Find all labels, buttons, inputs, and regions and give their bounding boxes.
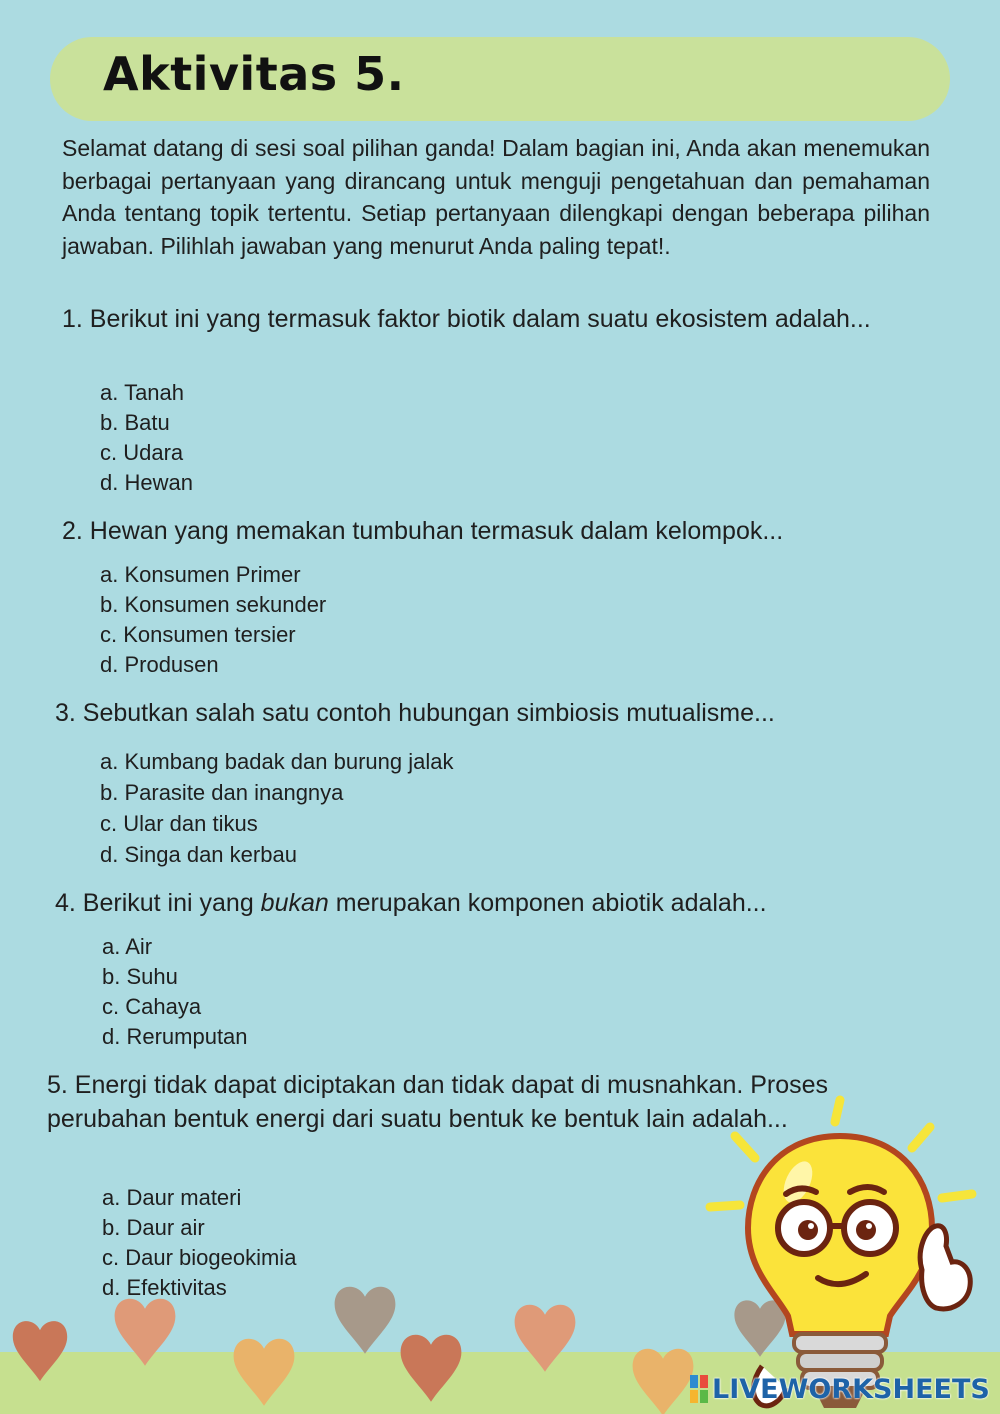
intro-paragraph: Selamat datang di sesi soal pilihan ganda! Dalam bagian ini, Anda akan menemukan berbagai pertanyaan yang dirancang untuk menguji pengetahuan dan pemahaman Anda tentang topik tertentu. Setiap pertanyaan dilengkapi dengan beberapa pilihan jawaban. Pilihlah jawaban yang menurut Anda paling tepat!. [62, 135, 930, 259]
question-3-text: 3. Sebutkan salah satu contoh hubungan simbiosis mutualisme... [55, 699, 775, 727]
lightbulb-mascot-icon [690, 1090, 1000, 1414]
question-4-option-c: c. Cahaya [102, 994, 202, 1019]
question-2-option-c: c. Konsumen tersier [100, 622, 296, 647]
liveworksheets-logo [690, 1372, 990, 1406]
question-5-option-b: b. Daur air [102, 1215, 205, 1240]
heart-icon [515, 1305, 576, 1372]
question-4-text-before: 4. Berikut ini yang [55, 889, 261, 917]
question-1-option-a: a. Tanah [100, 380, 185, 405]
question-5-option-a: a. Daur materi [102, 1185, 242, 1210]
question-3-option-c: c. Ular dan tikus [100, 811, 258, 836]
question-4-option-b: b. Suhu [102, 964, 178, 989]
question-1-option-d: d. Hewan [100, 470, 193, 495]
question-3-option-a: a. Kumbang badak dan burung jalak [100, 749, 454, 774]
question-2-option-d: d. Produsen [100, 652, 219, 677]
question-5-text: 5. Energi tidak dapat diciptakan dan tidak dapat di musnahkan. Proses perubahan bentuk energi dari suatu bentuk ke bentuk lain adalah... [47, 1071, 829, 1133]
question-4-emphasis: bukan [260, 889, 329, 917]
page-title: Aktivitas 5. [103, 47, 405, 101]
question-1-option-b: b. Batu [100, 410, 170, 435]
heart-icon [115, 1299, 176, 1366]
question-2-option-b: b. Konsumen sekunder [100, 592, 327, 617]
question-2-text: 2. Hewan yang memakan tumbuhan termasuk dalam kelompok... [62, 517, 784, 545]
liveworksheets-logo-icon [690, 1375, 708, 1403]
question-3-option-b: b. Parasite dan inangnya [100, 780, 344, 805]
question-1-options [100, 378, 193, 498]
question-1-option-c: c. Udara [100, 440, 184, 465]
watermark-text: LIVEWORKSHEETS [712, 1373, 990, 1405]
question-3-option-d: d. Singa dan kerbau [100, 842, 297, 867]
question-2-option-a: a. Konsumen Primer [100, 562, 301, 587]
question-4-options [102, 932, 248, 1052]
heart-icon [335, 1287, 396, 1354]
question-4-option-d: d. Rerumputan [102, 1024, 248, 1049]
heart-icon [633, 1349, 694, 1414]
heart-icon [13, 1321, 67, 1381]
question-3-options [100, 746, 453, 870]
question-4-text [55, 886, 935, 920]
question-1-text: 1. Berikut ini yang termasuk faktor biotik dalam suatu ekosistem adalah... [62, 305, 871, 333]
question-5-option-d: d. Efektivitas [102, 1275, 227, 1300]
heart-icon [401, 1335, 462, 1402]
heart-icon [234, 1339, 295, 1406]
question-4-option-a: a. Air [102, 934, 153, 959]
question-5-option-c: c. Daur biogeokimia [102, 1245, 297, 1270]
question-2-options [100, 560, 326, 680]
title-banner [50, 37, 950, 121]
question-4-text-after: merupakan komponen abiotik adalah... [328, 889, 767, 917]
